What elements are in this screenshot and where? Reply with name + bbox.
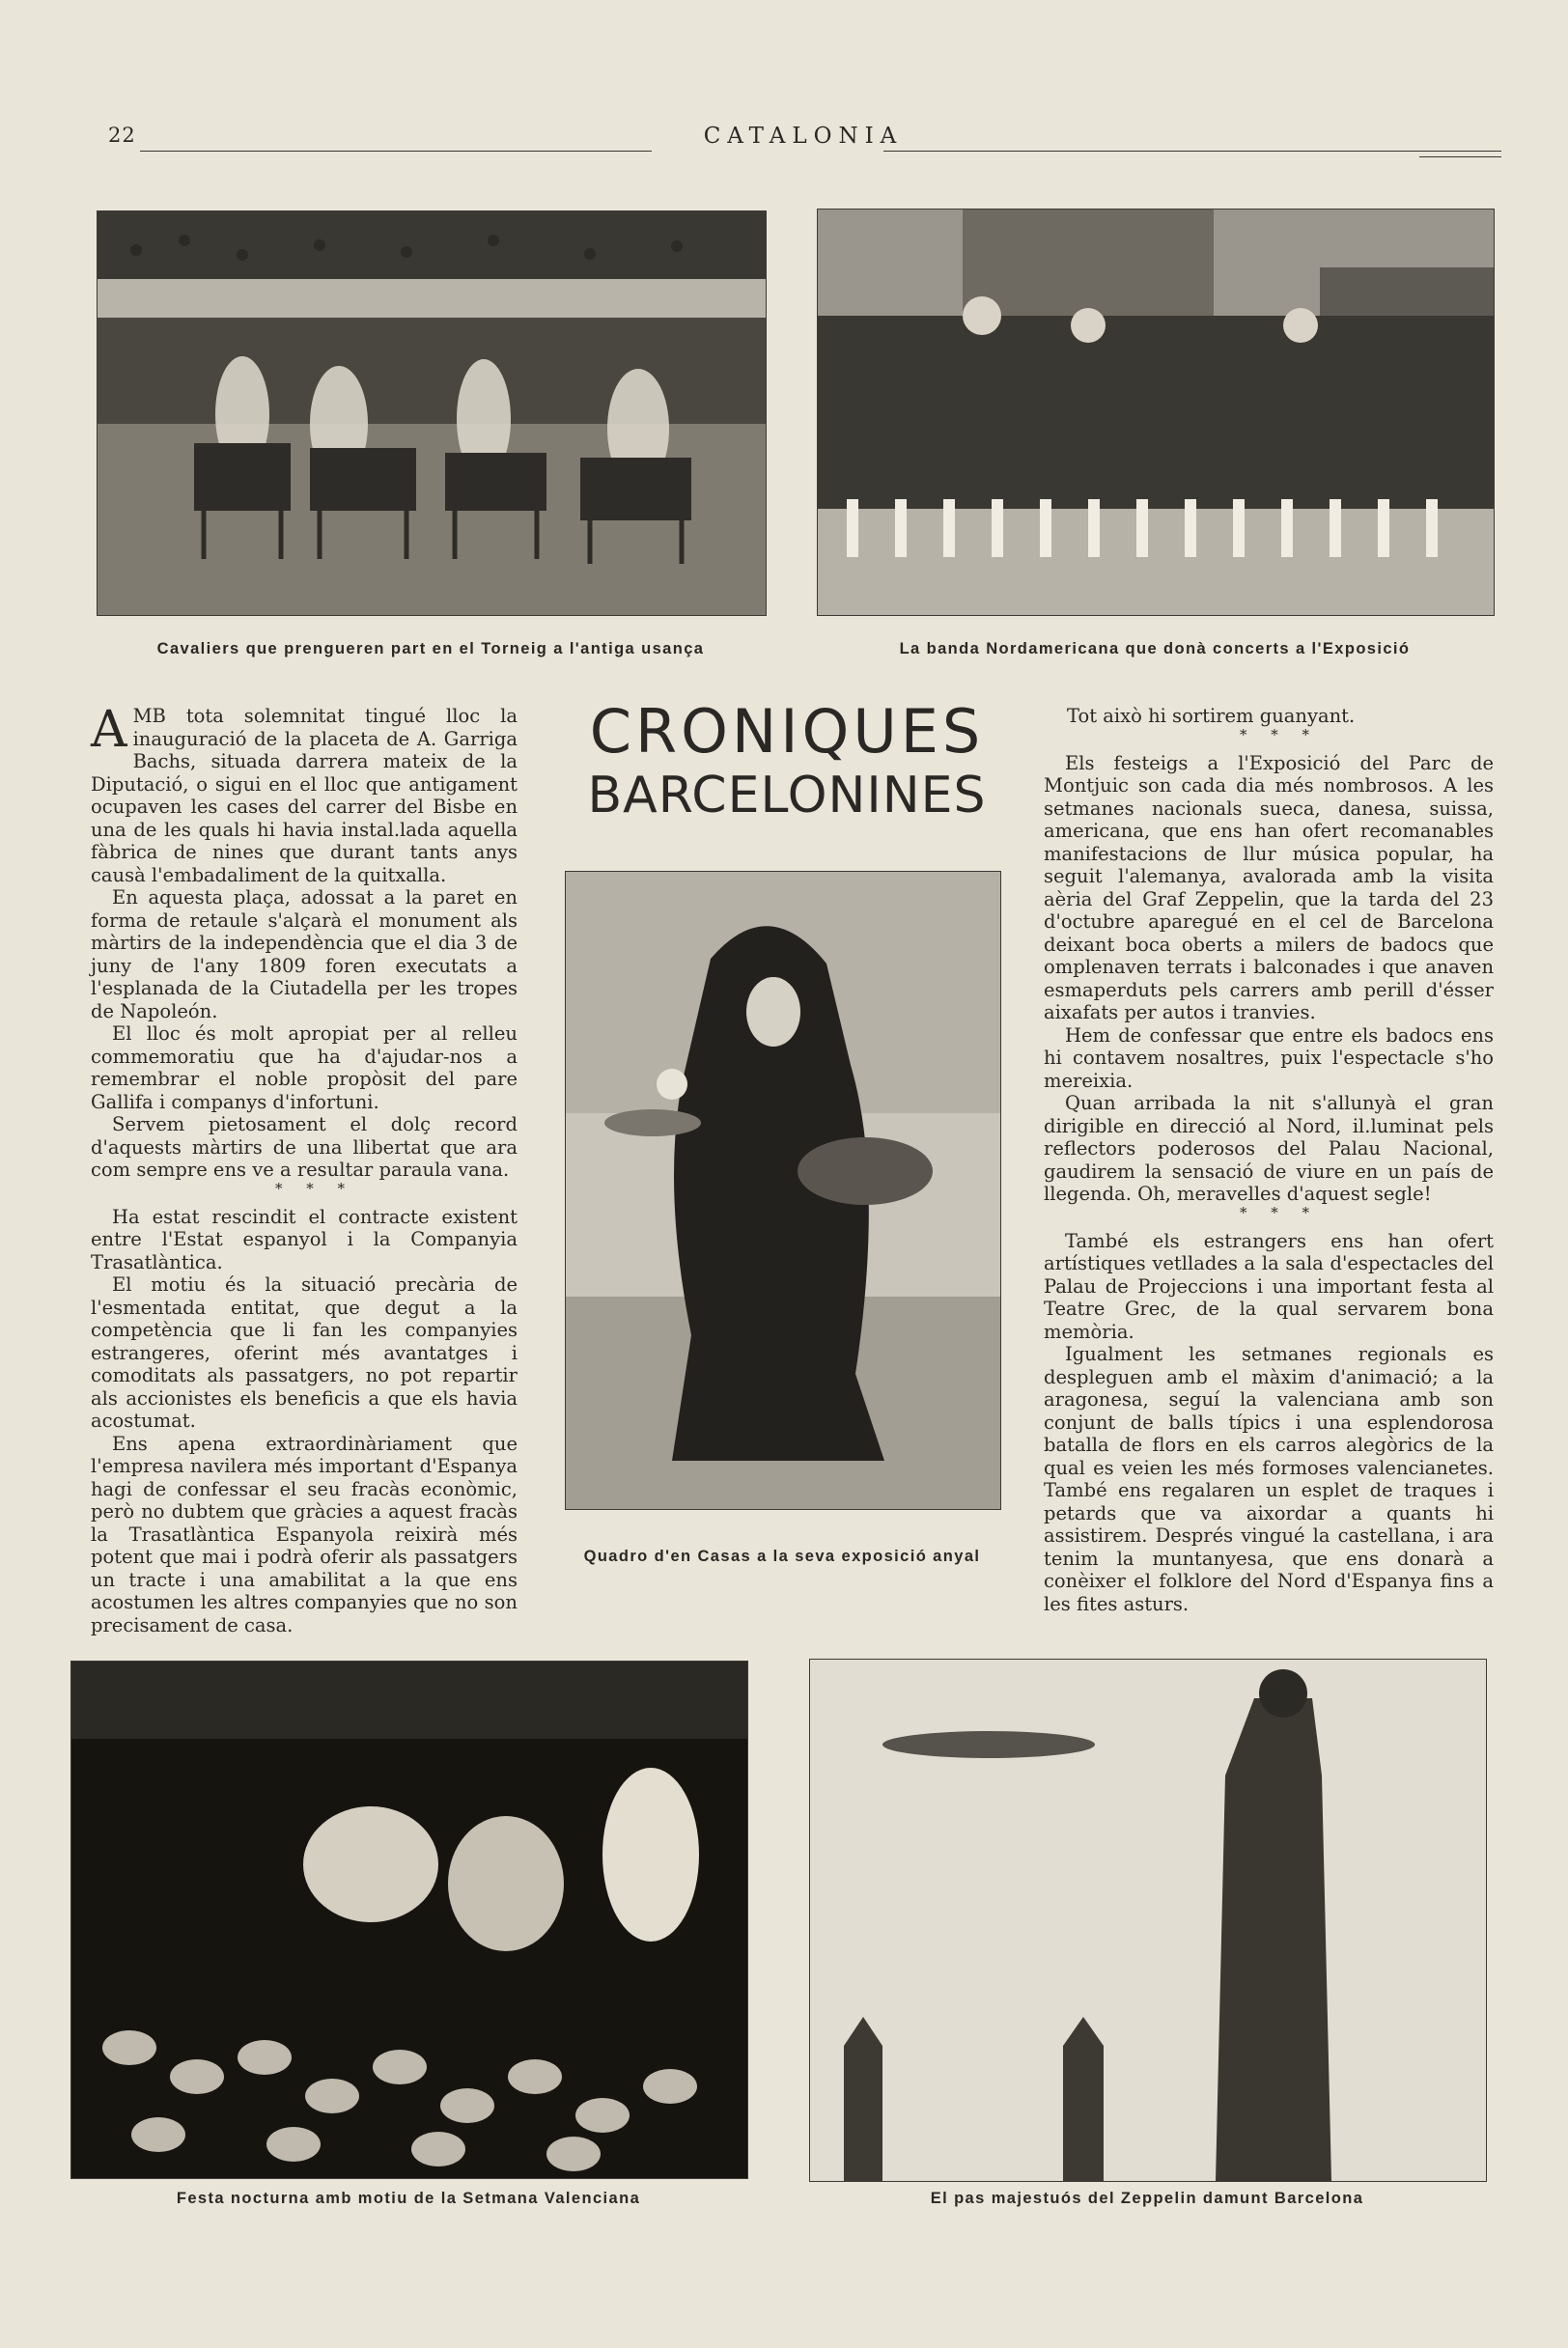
magazine-title: CATALONIA [703,124,904,149]
painting-photo [565,871,1001,1510]
section-separator: * * * [1239,725,1320,743]
article-paragraph: AMB tota solemnitat tingué lloc la inauguració de la placeta de A. Garriga Bachs, situada darrera mateix de la Diputació, o sigui en el lloc que antigament ocupaven les cases del carrer del Bisbe en una de les quals hi havia instal.lada aquella fàbrica de nines que durant tants anys causà l'embadaliment de la quitxalla. [91,701,518,886]
article-paragraph: Ha estat rescindit el contracte existent entre l'Estat espanyol i la Companyia Trasatlàntica. [91,1205,518,1273]
festival-caption: Festa nocturna amb motiu de la Setmana Valenciana [176,2190,641,2207]
article-paragraph: El lloc és molt apropiat per al relleu commemoratiu que ha d'ajudar-nos a remembrar el noble propòsit del pare Gallifa i companys d'infortuni. [91,1022,518,1113]
article-paragraph: El motiu és la situació precària de l'esmentada entitat, que degut a la competència que li fan les companyies estrangeres, oferint més avantatges i comoditats als passatgers, no pot repartir als accionistes els beneficis a que els havia acostumat. [91,1273,518,1432]
article-paragraph: Servem pietosament el dolç record d'aquests màrtirs de una llibertat que ara com sempre ens ve a resultar paraula vana. [91,1113,518,1181]
article-column-left [91,701,518,1636]
article-paragraph: Igualment les setmanes regionals es despleguen amb el màxim d'animació; a la aragonesa, seguí la valenciana amb son conjunt de balls típics i una esplendorosa batalla de flors en els carros alegòrics de la qual es veien les més formoses valencianetes. També ens regalaren un esplet de traques i petards que va aixordar a quants hi assistirem. Després vingué la castellana, i ara tenim la muntanyesa, que ens donarà a conèixer el folklore del Nord d'Espanya fins a les fites asturs. [1044,1343,1494,1615]
festival-photo [70,1661,748,2179]
section-title [550,696,1023,827]
section-separator: * * * [1239,1203,1320,1221]
article-paragraph: També els estrangers ens han ofert artístiques vetllades a la sala d'espectacles del Palau de Projeccions i una important festa al Teatre Grec, de la qual servarem bona memòria. [1044,1229,1494,1343]
article-paragraph: Ens apena extraordinàriament que l'empresa navilera més important d'Espanya hagi de confessar el seu fracàs econòmic, però no dubtem que gràcies a aquest fracàs la Trasatlàntica Espanyola reixirà més potent que mai i podrà oferir als passatgers un tracte i una amabilitat a la que ens acostumen les altres companyies que no son precisament de casa. [91,1432,518,1636]
section-title-line1: CRONIQUES [589,696,985,767]
article-paragraph: Hem de confessar que entre els badocs ens hi contavem nosaltres, puix l'espectacle s'ho mereixia. [1044,1023,1494,1092]
page-number: 22 [108,124,136,147]
article-paragraph: Els festeigs a l'Exposició del Parc de Montjuic son cada dia més nombrosos. A les setmanes nacionals sueca, danesa, suissa, americana, que ens han ofert recomanables manifestacions de llur música popular, ha seguit l'alemanya, avalorada amb la visita aèria del Graf Zeppelin, que la tarda del 23 d'octubre aparegué en el cel de Barcelona deixant boca oberts a milers de badocs que omplenaven terrats i balconades i que anaven esmaperduts pels carrers amb perill d'ésser aixafats per autos i tranvies. [1044,751,1494,1023]
band-caption: La banda Nordamericana que donà concerts a l'Exposició [899,640,1411,657]
article-paragraph: En aquesta plaça, adossat a la paret en forma de retaule s'alçarà el monument als màrtirs de la independència que el dia 3 de juny de l'any 1809 foren executats a l'esplanada de la Ciutadella per les tropes de Napoleón. [91,886,518,1022]
article-column-right [1044,705,1494,1615]
article-paragraph: Quan arribada la nit s'allunyà el gran dirigible en direcció al Nord, il.luminat pels reflectors poderosos del Palau Nacional, gaudirem la sensació de viure en un país de llegenda. Oh, meravelles d'aquest segle! [1044,1092,1494,1205]
page-header [108,124,1498,162]
header-rule-right-2 [1419,156,1501,157]
section-separator: * * * [274,1179,355,1197]
drop-cap: A [91,701,127,759]
painting-caption: Quadro d'en Casas a la seva exposició anyal [583,1548,981,1565]
header-rule-right [883,151,1501,152]
tourney-photo [97,210,767,616]
zeppelin-photo [809,1659,1487,2182]
section-title-line2: BARCELONINES [587,767,987,825]
article-paragraph: Tot això hi sortirem guanyant. [1067,705,1356,727]
header-rule-left [140,151,652,152]
tourney-caption: Cavaliers que prengueren part en el Torneig a l'antiga usança [156,640,705,657]
band-photo [817,209,1495,616]
zeppelin-caption: El pas majestuós del Zeppelin damunt Barcelona [930,2190,1364,2207]
